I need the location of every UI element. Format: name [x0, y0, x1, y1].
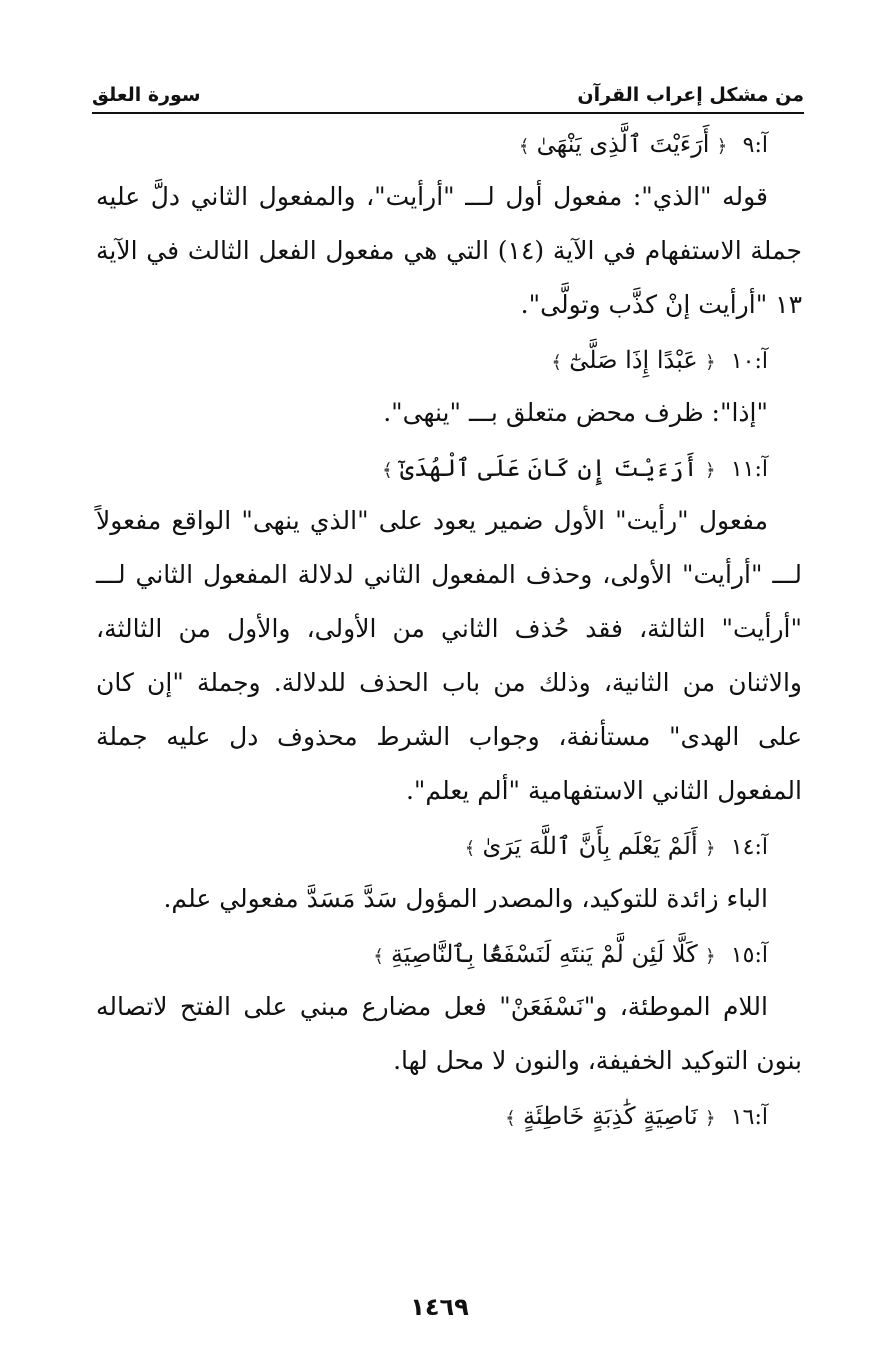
- quran-verse-text: نَاصِيَةٍ كَٰذِبَةٍ خَاطِئَةٍ: [522, 1102, 698, 1130]
- quran-verse-text: أَلَمْ يَعْلَم بِأَنَّ ٱللَّهَ يَرَىٰ: [482, 832, 698, 860]
- ornate-bracket-open-icon: ﴿: [704, 946, 716, 967]
- page-content: [96, 122, 802, 1138]
- ornate-bracket-close-icon: ﴾: [373, 946, 384, 967]
- ornate-bracket-open-icon: ﴿: [704, 352, 716, 373]
- quran-verse-text: كَلَّا لَئِن لَّمْ يَنتَهِ لَنَسْفَعًۢا بِٱلنَّاصِيَةِ: [391, 940, 698, 968]
- quran-verse-text: أَرَءَيْتَ إِن كَانَ عَلَى ٱلْهُدَىٰٓ: [399, 454, 698, 482]
- book-title: من مشكل إعراب القرآن: [577, 84, 804, 106]
- running-header: [92, 84, 804, 110]
- commentary-paragraph: اللام الموطئة، و"نَسْفَعَنْ" فعل مضارع مبني على الفتح لاتصاله بنون التوكيد الخفيفة، والنون لا محل لها.: [96, 992, 802, 1075]
- verse-reference: آ:٩: [742, 133, 768, 158]
- page-number: ١٤٦٩: [410, 1293, 469, 1321]
- ornate-bracket-close-icon: ﴾: [518, 136, 530, 157]
- commentary-paragraph: مفعول "رأيت" الأول ضمير يعود على "الذي ينهى" الواقع مفعولاً لـــ "أرأيت" الأولى، وحذف المفعول الثاني لدلالة المفعول الثاني لـــ "أرأيت" الثالثة، فقد حُذف الثاني من الأولى، والأول من الثالثة، والاثنان من الثانية، وذلك من باب الحذف للدلالة. وجملة "إن كان على الهدى" مستأنفة، وجواب الشرط محذوف دل عليه جملة المفعول الثاني الاستفهامية "ألم يعلم".: [96, 506, 802, 805]
- verse-reference: آ:١١: [730, 457, 768, 482]
- ornate-bracket-close-icon: ﴾: [464, 838, 476, 859]
- quran-verse-text: أَرَءَيْتَ ٱلَّذِى يَنْهَىٰ: [536, 130, 710, 158]
- ornate-bracket-open-icon: ﴿: [704, 838, 716, 859]
- commentary-paragraph: قوله "الذي": مفعول أول لـــ "أرأيت"، والمفعول الثاني دلَّ عليه جملة الاستفهام في الآية (١٤) التي هي مفعول الفعل الثالث في الآية ١٣ "أرأيت إنْ كذَّب وتولَّى".: [96, 182, 802, 319]
- verse-heading: [96, 446, 802, 490]
- ornate-bracket-open-icon: ﴿: [704, 1108, 716, 1129]
- ornate-bracket-close-icon: ﴾: [551, 352, 562, 373]
- surah-name: سورة العلق: [92, 84, 201, 106]
- ornate-bracket-close-icon: ﴾: [505, 1108, 516, 1129]
- verse-reference: آ:١٤: [730, 835, 768, 860]
- verse-reference: آ:١٠: [730, 349, 768, 374]
- quran-verse-text: عَبْدًا إِذَا صَلَّىٰٓ: [569, 346, 698, 374]
- ornate-bracket-open-icon: ﴿: [716, 136, 728, 157]
- verse-reference: آ:١٦: [730, 1105, 768, 1130]
- verse-reference: آ:١٥: [730, 943, 768, 968]
- commentary-paragraph: الباء زائدة للتوكيد، والمصدر المؤول سَدَّ مَسَدَّ مفعولي علم.: [163, 884, 768, 913]
- verse-heading: [96, 122, 802, 166]
- verse-heading: [96, 1094, 802, 1138]
- header-rule: [92, 112, 804, 114]
- verse-heading: [96, 824, 802, 868]
- verse-heading: [96, 338, 802, 382]
- ornate-bracket-close-icon: ﴾: [382, 460, 393, 481]
- commentary-paragraph: "إذا": ظرف محض متعلق بـــ "ينهى".: [383, 398, 768, 427]
- verse-heading: [96, 932, 802, 976]
- ornate-bracket-open-icon: ﴿: [704, 460, 716, 481]
